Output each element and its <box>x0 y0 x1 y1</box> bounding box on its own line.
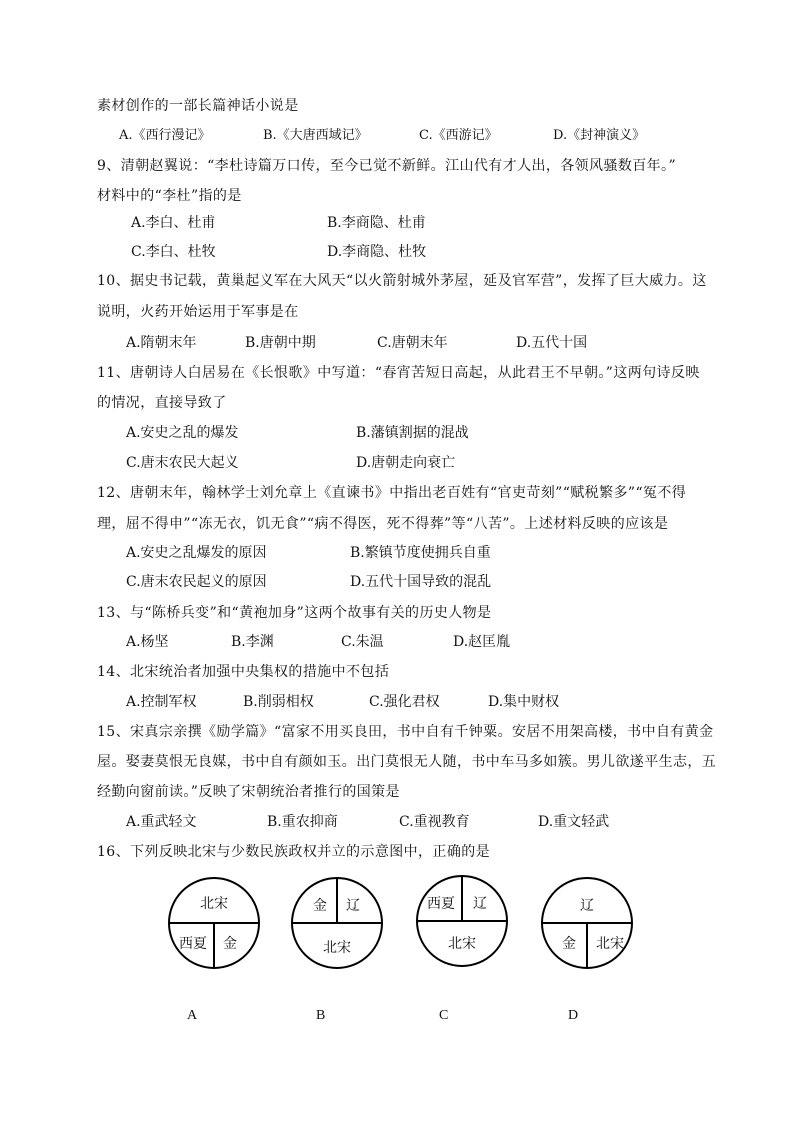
q11-stem-line1: 11、唐朝诗人白居易在《长恨歌》中写道：“春宵苦短日高起，从此君王不早朝。”这两句诗反映 <box>97 365 700 381</box>
q12-option-a: A.安史之乱爆发的原因 <box>126 545 267 561</box>
diagram-c-bottom-label: 北宋 <box>448 937 476 952</box>
diagram-d <box>540 875 634 971</box>
q15-stem-line3: 经勤向窗前读。”反映了宋朝统治者推行的国策是 <box>97 784 400 800</box>
q14-option-d: D.集中财权 <box>488 694 560 710</box>
q9-option-b: B.李商隐、杜甫 <box>327 215 426 231</box>
diagram-d-bottom-right-label: 北宋 <box>596 937 624 952</box>
q12-option-d: D.五代十国导致的混乱 <box>350 574 492 590</box>
diagram-b <box>290 875 384 971</box>
q14-option-c: C.强化君权 <box>369 694 440 710</box>
q10-stem-line1: 10、据史书记载，黄巢起义军在大风天“以火箭射城外茅屋，延及官军营”，发挥了巨大威力。这 <box>97 273 707 289</box>
q11-option-d: D.唐朝走向衰亡 <box>356 455 456 471</box>
q8-option-c: C.《西游记》 <box>419 128 498 143</box>
q14-option-b: B.削弱相权 <box>243 694 314 710</box>
diagram-c-top-left-label: 西夏 <box>427 897 455 912</box>
q13-option-c: C.朱温 <box>341 634 384 650</box>
q10-option-c: C.唐朝末年 <box>377 335 448 351</box>
q8-option-a: A.《西行漫记》 <box>119 128 211 143</box>
q13-option-a: A.杨坚 <box>126 634 169 650</box>
q15-stem-line1: 15、宋真宗亲撰《励学篇》“富家不用买良田，书中自有千钟粟。安居不用架高楼，书中自有黄金 <box>97 724 714 740</box>
q14-stem: 14、北宋统治者加强中央集权的措施中不包括 <box>97 664 390 680</box>
q15-option-a: A.重武轻文 <box>126 814 197 830</box>
q13-option-d: D.赵匡胤 <box>453 634 511 650</box>
diagram-c-top-right-label: 辽 <box>473 897 487 912</box>
q15-option-d: D.重文轻武 <box>538 814 610 830</box>
diagram-a <box>167 875 261 971</box>
q11-option-c: C.唐末农民大起义 <box>126 455 239 471</box>
q9-stem-line2: 材料中的“李杜”指的是 <box>97 188 242 204</box>
q10-stem-line2: 说明，火药开始运用于军事是在 <box>97 304 299 320</box>
q10-option-a: A.隋朝末年 <box>126 335 197 351</box>
diagram-b-top-right-label: 辽 <box>346 899 360 914</box>
diagram-a-bottom-left-label: 西夏 <box>179 937 207 952</box>
diagram-b-letter: B <box>316 1008 326 1023</box>
q8-stem-continuation: 素材创作的一部长篇神话小说是 <box>97 98 299 114</box>
diagram-d-top-label: 辽 <box>580 899 594 914</box>
q9-stem-line1: 9、清朝赵翼说：“李杜诗篇万口传，至今已觉不新鲜。江山代有才人出，各领风骚数百年。” <box>97 158 677 174</box>
q15-stem-line2: 屋。娶妻莫恨无良媒，书中自有颜如玉。出门莫恨无人随，书中车马多如簇。男儿欲遂平生志，五 <box>97 754 717 770</box>
diagram-b-top-left-label: 金 <box>313 899 327 914</box>
q12-stem-line2: 理，屈不得申”“冻无衣，饥无食”“病不得医，死不得葬”等“八苦”。上述材料反映的应该是 <box>97 516 669 532</box>
q11-stem-line2: 的情况，直接导致了 <box>97 395 227 411</box>
diagram-a-letter: A <box>187 1008 198 1023</box>
q14-option-a: A.控制军权 <box>126 694 197 710</box>
q15-option-b: B.重农抑商 <box>267 814 338 830</box>
diagram-a-top-label: 北宋 <box>200 897 228 912</box>
diagram-d-letter: D <box>568 1008 579 1023</box>
q12-option-b: B.繁镇节度使拥兵自重 <box>350 545 491 561</box>
q9-option-d: D.李商隐、杜牧 <box>327 244 427 260</box>
q15-option-c: C.重视教育 <box>399 814 470 830</box>
q8-option-b: B.《大唐西域记》 <box>263 128 368 143</box>
q11-option-a: A.安史之乱的爆发 <box>126 425 239 441</box>
diagram-d-bottom-left-label: 金 <box>562 937 576 952</box>
q13-option-b: B.李渊 <box>231 634 274 650</box>
diagram-b-bottom-label: 北宋 <box>323 941 351 956</box>
q9-option-c: C.李白、杜牧 <box>131 244 216 260</box>
q10-option-b: B.唐朝中期 <box>245 335 316 351</box>
q11-option-b: B.藩镇割据的混战 <box>356 425 469 441</box>
q12-stem-line1: 12、唐朝末年，翰林学士刘允章上《直谏书》中指出老百姓有“官吏苛刻”“赋税繁多”“冤不得 <box>97 485 687 501</box>
diagram-a-bottom-right-label: 金 <box>223 937 237 952</box>
q16-stem: 16、下列反映北宋与少数民族政权并立的示意图中，正确的是 <box>97 844 491 860</box>
q10-option-d: D.五代十国 <box>516 335 588 351</box>
q12-option-c: C.唐末农民起义的原因 <box>126 574 267 590</box>
diagram-c-letter: C <box>439 1008 449 1023</box>
q9-option-a: A.李白、杜甫 <box>131 215 216 231</box>
q8-option-d: D.《封神演义》 <box>553 128 646 143</box>
diagram-c <box>415 873 509 969</box>
q13-stem: 13、与“陈桥兵变”和“黄袍加身”这两个故事有关的历史人物是 <box>97 605 492 621</box>
